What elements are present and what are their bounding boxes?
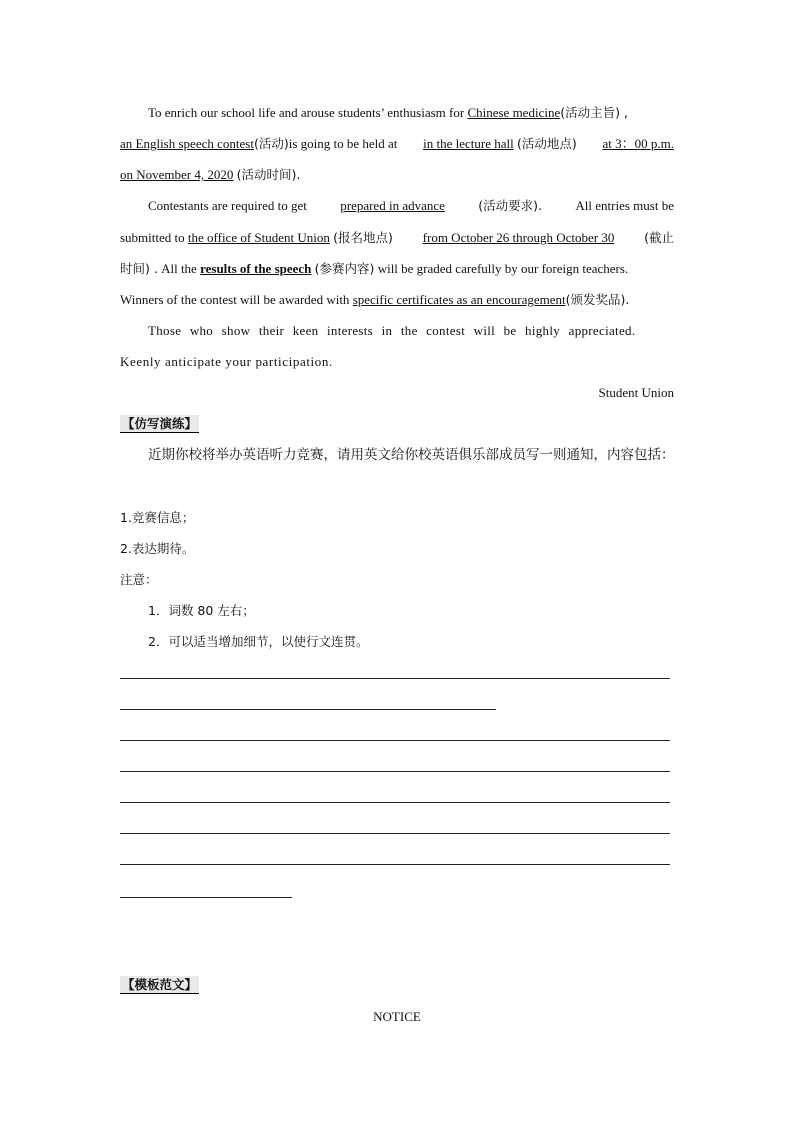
practice-prompt: 近期你校将举办英语听力竞赛，请用英文给你校英语俱乐部成员写一则通知，内容包括：: [148, 447, 675, 463]
para2-requirement: prepared in advance: [340, 198, 445, 213]
answer-line[interactable]: [120, 678, 670, 679]
para1-text2: is going to be held at: [288, 136, 398, 151]
para2-line3: 时间) . All the results of the speech (参赛内容) will be graded carefully by our foreign teachers.: [120, 261, 629, 276]
answer-line[interactable]: [120, 740, 670, 741]
para2-deadline: from October 26 through October 30: [422, 230, 615, 245]
para1-line2: [120, 135, 674, 153]
para1-line3: [120, 166, 674, 184]
template-tag: 【模板范文】: [122, 977, 198, 992]
para1-theme: Chinese medicine: [467, 105, 561, 120]
para1-text: To enrich our school life and arouse students’ enthusiasm for: [148, 105, 468, 120]
note-label: 注意：: [120, 572, 158, 587]
para2-prize: specific certificates as an encouragement: [352, 292, 566, 307]
para2-line1: Contestants are required to get prepared in advance (活动要求). All entries must be: [148, 198, 674, 213]
para1-line1: [148, 104, 674, 122]
answer-line[interactable]: [120, 864, 670, 865]
practice-item-1: 1.竞赛信息；: [120, 510, 195, 525]
para3-line2: Keenly anticipate your participation.: [120, 354, 333, 369]
answer-line[interactable]: [120, 709, 496, 710]
para2-content: results of the speech: [200, 261, 312, 276]
answer-line[interactable]: [120, 771, 670, 772]
note-item-1: 1．词数 80 左右；: [148, 603, 255, 618]
answer-line[interactable]: [120, 833, 670, 834]
para1-date-note: (活动时间).: [236, 167, 301, 182]
para2-line2: submitted to the office of Student Union (报名地点) from October 26 through October 30 (截止: [120, 230, 674, 245]
answer-line[interactable]: [120, 897, 292, 898]
practice-item-2: 2.表达期待。: [120, 541, 195, 556]
para1-time: at 3：00 p.m.: [602, 136, 674, 151]
signature: Student Union: [598, 385, 674, 400]
para1-activity-note: (活动): [253, 136, 289, 151]
para1-place: in the lecture hall: [423, 136, 514, 151]
para2-location: the office of Student Union: [187, 230, 330, 245]
practice-tag: 【仿写演练】: [122, 416, 198, 431]
para3-line1: Those who show their keen interests in the contest will be highly appreciated.: [148, 323, 636, 338]
para2-line4: Winners of the contest will be awarded with specific certificates as an encouragement(颁发奖品).: [120, 292, 630, 307]
para1-activity: an English speech contest: [120, 136, 254, 151]
para1-place-note: (活动地点): [516, 136, 577, 151]
practice-section-header: [120, 415, 674, 433]
para1-theme-note: (活动主旨) ,: [560, 105, 628, 120]
answer-line[interactable]: [120, 802, 670, 803]
note-item-2: 2．可以适当增加细节，以使行文连贯。: [148, 634, 369, 649]
notice-title: NOTICE: [373, 1009, 421, 1024]
para1-date: on November 4, 2020: [120, 167, 234, 182]
template-section-header: [120, 976, 674, 994]
